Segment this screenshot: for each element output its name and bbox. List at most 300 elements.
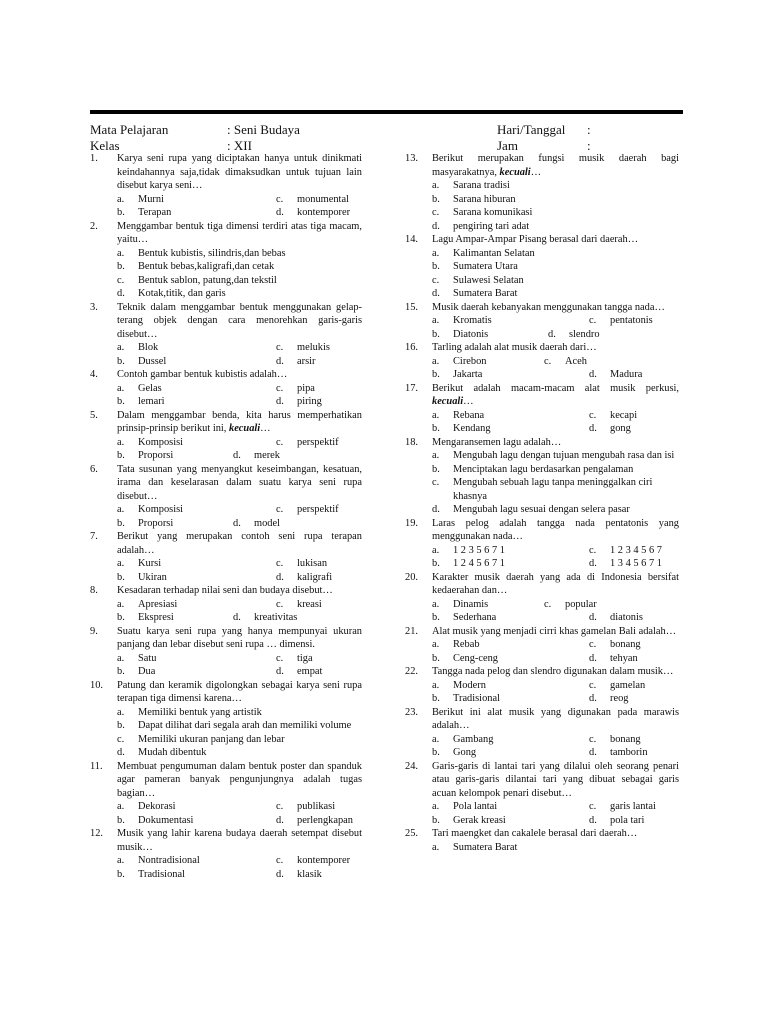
option-letter: c. [276, 801, 284, 812]
question-text: Tata susunan yang menyangkut keseimbangan, kesatuan, irama dan keselarasan dalam suatu karya seni rupa disebut… [117, 463, 362, 502]
option-letter: a. [117, 342, 125, 353]
question-text: Suatu karya seni rupa yang hanya mempunyai ukuran panjang dan lebar disebut seni rupa … dimensi. [117, 625, 362, 650]
option-letter: a. [117, 855, 125, 866]
option-letter: d. [276, 814, 284, 826]
option-row [405, 206, 679, 220]
option-row [90, 355, 362, 369]
option-text: popular [565, 598, 597, 610]
question-23 [405, 706, 679, 760]
questions-left-column [90, 152, 362, 881]
option-row [405, 503, 679, 517]
option-letter: d. [276, 355, 284, 367]
option-text: Jakarta [453, 369, 483, 380]
question-emphasis: kecuali [229, 423, 261, 434]
option-letter: b. [117, 571, 125, 583]
option-row [90, 571, 362, 585]
option-text: gong [610, 423, 631, 434]
option-letter: b. [432, 463, 440, 475]
option-row [90, 436, 362, 450]
option-text: Mengubah lagu sesuai dengan selera pasar [453, 504, 630, 515]
question-number: 6. [90, 463, 98, 475]
option-row [90, 287, 362, 301]
option-text: Terapan [138, 207, 172, 218]
option-row [90, 247, 362, 261]
option-row [90, 503, 362, 517]
option-text: monumental [297, 193, 349, 205]
option-row [405, 449, 679, 463]
option-text: Gelas [138, 382, 162, 394]
question-number: 17. [405, 382, 418, 394]
option-letter: c. [276, 652, 284, 664]
option-letter: a. [117, 193, 125, 205]
question-text: Menggambar bentuk tiga dimensi terdiri atas tiga macam, yaitu… [117, 220, 362, 245]
question-18 [405, 436, 679, 517]
option-text: pentatonis [610, 315, 653, 326]
question-number: 1. [90, 153, 98, 164]
option-row [405, 368, 679, 382]
option-letter: b. [432, 193, 440, 205]
option-text: Sulawesi Selatan [453, 274, 524, 286]
option-text: empat [297, 666, 323, 677]
question-number: 21. [405, 625, 418, 637]
question-number: 18. [405, 436, 418, 448]
option-letter: c. [544, 598, 552, 610]
question-14 [405, 233, 679, 301]
option-letter: c. [432, 274, 440, 286]
option-row [90, 706, 362, 720]
option-letter: c. [117, 274, 125, 286]
option-letter: a. [432, 841, 440, 853]
question-20 [405, 571, 679, 625]
option-text: Diatonis [453, 328, 489, 340]
option-letter: c. [432, 477, 440, 488]
option-row [405, 557, 679, 571]
option-text: tamborin [610, 747, 648, 758]
option-text: Memiliki ukuran panjang dan lebar [138, 733, 285, 745]
question-number: 24. [405, 760, 418, 772]
option-text: Mengubah lagu dengan tujuan mengubah rasa dan isi [453, 450, 675, 461]
option-letter: c. [276, 436, 284, 448]
option-text: Ekspresi [138, 612, 174, 623]
option-text: Ukiran [138, 571, 167, 583]
option-row [405, 179, 679, 193]
option-row [405, 287, 679, 301]
option-row [405, 746, 679, 760]
question-text: Garis-garis di lantai tari yang dilalui oleh seorang penari atau garis-garis dilantai tari yang dibuat sebagai garis acuan kelompok penari disebut… [432, 760, 679, 799]
option-letter: c. [117, 733, 125, 745]
question-number: 23. [405, 706, 418, 718]
question-tail: … [463, 396, 474, 407]
option-row [405, 422, 679, 436]
option-text: Gong [453, 747, 477, 758]
question-text: Dalam menggambar benda, kita harus memperhatikan prinsip-prinsip berikut ini, [117, 409, 362, 434]
option-row [405, 814, 679, 828]
option-letter: a. [432, 639, 440, 650]
option-letter: a. [432, 801, 440, 812]
question-number: 10. [90, 679, 103, 691]
question-text: Karakter musik daerah yang ada di Indonesia bersifat kedaerahan dan… [432, 571, 679, 596]
option-letter: d. [589, 652, 597, 664]
option-letter: b. [117, 450, 125, 461]
option-letter: c. [276, 558, 284, 569]
option-text: Proporsi [138, 450, 174, 461]
option-text: 1 2 3 4 5 6 7 [610, 544, 662, 556]
option-row [90, 611, 362, 625]
option-text: Blok [138, 342, 159, 353]
question-text: Membuat pengumuman dalam bentuk poster dan spanduk agar pameran banyak pengunjungnya adalah tugas bagian… [117, 760, 362, 799]
question-text: Musik daerah kebanyakan menggunakan tangga nada… [432, 301, 665, 313]
option-letter: c. [589, 679, 597, 691]
option-letter: a. [117, 382, 125, 394]
time-label: Jam [497, 138, 518, 153]
option-text: Dekorasi [138, 801, 176, 812]
option-letter: b. [432, 558, 440, 569]
option-text: pipa [297, 382, 315, 394]
option-letter: a. [432, 180, 440, 191]
option-text: Satu [138, 652, 157, 664]
question-7 [90, 530, 362, 584]
option-row [405, 193, 679, 207]
option-letter: b. [117, 868, 125, 880]
option-row [90, 382, 362, 396]
question-text: Tarling adalah alat musik daerah dari… [432, 342, 597, 353]
option-text: pengiring tari adat [453, 220, 530, 232]
option-letter: d. [117, 288, 125, 299]
question-text: Laras pelog adalah tangga nada pentatonis yang menggunakan nada… [432, 517, 679, 542]
option-letter: d. [589, 747, 597, 758]
option-row [90, 274, 362, 288]
option-letter: a. [117, 801, 125, 812]
option-text: kreasi [297, 598, 322, 610]
question-text: Mengaransemen lagu adalah… [432, 436, 562, 448]
option-letter: a. [117, 706, 125, 718]
option-text: pola tari [610, 814, 645, 826]
option-letter: b. [117, 666, 125, 677]
option-row [90, 517, 362, 531]
option-letter: a. [432, 315, 440, 326]
question-text: Kesadaran terhadap nilai seni dan budaya disebut… [117, 585, 333, 596]
option-letter: b. [432, 612, 440, 623]
option-row [405, 679, 679, 693]
option-text: perlengkapan [297, 814, 353, 826]
option-text: publikasi [297, 801, 336, 812]
time-value: : [587, 138, 591, 153]
question-text: Musik yang lahir karena budaya daerah setempat disebut musik… [117, 828, 362, 853]
option-text: Dinamis [453, 598, 489, 610]
question-text: Berikut adalah macam-macam alat musik perkusi, [432, 382, 679, 394]
option-text: Mengubah sebuah lagu tanpa meninggalkan ciri khasnya [453, 477, 653, 502]
question-text: Tari maengket dan cakalele berasal dari daerah… [432, 828, 638, 839]
question-number: 22. [405, 666, 418, 677]
option-text: Dokumentasi [138, 814, 194, 826]
question-text: Berikut merupakan fungsi musik daerah bagi masyarakatnya, [432, 153, 679, 178]
date-label: Hari/Tanggal [497, 122, 566, 137]
question-tail: … [260, 423, 271, 434]
option-row [405, 220, 679, 234]
option-letter: a. [117, 436, 125, 448]
option-text: kaligrafi [297, 571, 333, 583]
question-15 [405, 301, 679, 342]
option-letter: a. [117, 652, 125, 664]
option-text: bonang [610, 639, 641, 650]
option-text: merek [254, 450, 280, 461]
option-text: klasik [297, 868, 322, 880]
option-text: Sederhana [453, 612, 497, 623]
option-text: kecapi [610, 409, 638, 421]
option-text: tiga [297, 652, 313, 664]
option-letter: c. [589, 315, 597, 326]
question-6 [90, 463, 362, 531]
question-number: 7. [90, 531, 98, 542]
option-text: Murni [138, 193, 164, 205]
question-number: 13. [405, 153, 418, 164]
question-text: Contoh gambar bentuk kubistis adalah… [117, 369, 288, 380]
option-text: Sarana tradisi [453, 180, 510, 191]
option-letter: d. [276, 868, 284, 880]
option-text: Menciptakan lagu berdasarkan pengalaman [453, 463, 634, 475]
option-letter: d. [432, 504, 440, 515]
option-row [90, 341, 362, 355]
subject-label: Mata Pelajaran [90, 122, 169, 137]
question-text: Teknik dalam menggambar bentuk menggunakan gelap-terang objek dengan cara menorehkan garis-garis disebut… [117, 301, 362, 340]
question-number: 2. [90, 220, 98, 232]
option-letter: b. [432, 814, 440, 826]
option-row [90, 854, 362, 868]
question-number: 9. [90, 625, 98, 637]
option-letter: b. [117, 517, 125, 529]
option-letter: d. [432, 288, 440, 299]
option-letter: b. [432, 693, 440, 704]
option-letter: b. [117, 720, 125, 731]
option-letter: d. [276, 666, 284, 677]
option-letter: b. [117, 261, 125, 272]
option-row [405, 355, 679, 369]
option-text: Gambang [453, 733, 494, 745]
option-row [90, 746, 362, 760]
option-letter: c. [589, 639, 597, 650]
option-row [405, 733, 679, 747]
option-letter: a. [432, 450, 440, 461]
option-row [405, 476, 679, 503]
option-text: kreativitas [254, 612, 298, 623]
option-letter: c. [432, 207, 440, 218]
option-letter: d. [432, 220, 440, 232]
option-text: gamelan [610, 679, 646, 691]
option-text: 1 3 4 5 6 7 1 [610, 558, 662, 569]
option-letter: a. [432, 355, 440, 367]
option-text: lukisan [297, 558, 328, 569]
option-row [90, 733, 362, 747]
option-row [405, 652, 679, 666]
option-row [90, 395, 362, 409]
option-letter: a. [117, 558, 125, 569]
option-text: Kromatis [453, 315, 492, 326]
option-letter: a. [432, 598, 440, 610]
question-tail: … [530, 166, 542, 178]
option-row [90, 449, 362, 463]
option-row [90, 814, 362, 828]
question-number: 11. [90, 760, 103, 772]
option-text: Pola lantai [453, 801, 498, 812]
option-letter: b. [432, 328, 440, 340]
option-text: Kendang [453, 423, 491, 434]
question-number: 8. [90, 585, 98, 596]
question-1 [90, 152, 362, 220]
option-row [405, 314, 679, 328]
question-text: Berikut yang merupakan contoh seni rupa terapan adalah… [117, 531, 362, 556]
option-row [405, 463, 679, 477]
option-text: tehyan [610, 652, 638, 664]
question-4 [90, 368, 362, 409]
question-25 [405, 827, 679, 854]
option-text: Sumatera Utara [453, 261, 518, 272]
option-letter: b. [117, 207, 125, 218]
option-letter: d. [117, 747, 125, 758]
option-text: lemari [138, 396, 165, 407]
option-text: Mudah dibentuk [138, 747, 207, 758]
option-text: Apresiasi [138, 598, 178, 610]
option-letter: b. [432, 423, 440, 434]
option-text: reog [610, 693, 629, 704]
question-emphasis: kecuali [499, 166, 531, 178]
date-value: : [587, 122, 591, 137]
option-letter: c. [589, 544, 597, 556]
question-12 [90, 827, 362, 881]
option-letter: a. [432, 679, 440, 691]
option-letter: b. [117, 612, 125, 623]
option-text: Dapat dilihat dari segala arah dan memiliki volume [138, 720, 352, 731]
option-row [405, 800, 679, 814]
option-row [405, 692, 679, 706]
option-text: Tradisional [453, 693, 500, 704]
option-text: Gerak kreasi [453, 814, 506, 826]
option-text: Memiliki bentuk yang artistik [138, 706, 262, 718]
question-13 [405, 152, 679, 233]
option-text: Komposisi [138, 504, 184, 515]
question-2 [90, 220, 362, 301]
option-text: Ceng-ceng [453, 652, 499, 664]
option-letter: d. [589, 693, 597, 704]
option-row [405, 247, 679, 261]
option-letter: a. [432, 409, 440, 421]
option-text: Rebab [453, 639, 480, 650]
option-row [90, 868, 362, 882]
option-letter: d. [589, 369, 597, 380]
option-text: 1 2 4 5 6 7 1 [453, 558, 505, 569]
option-letter: a. [432, 544, 440, 556]
option-text: piring [297, 396, 322, 407]
top-rule [90, 110, 683, 114]
option-text: Aceh [565, 355, 587, 367]
question-19 [405, 517, 679, 571]
option-letter: d. [589, 612, 597, 623]
option-text: Proporsi [138, 517, 174, 529]
question-text: Patung dan keramik digolongkan sebagai karya seni rupa terapan tiga dimensi karena… [117, 679, 362, 704]
option-row [405, 328, 679, 342]
question-10 [90, 679, 362, 760]
question-text: Karya seni rupa yang diciptakan hanya untuk dinikmati keindahannya saja,tidak dimaksudkan untuk tujuan lain disebut karya seni… [117, 153, 362, 191]
question-number: 16. [405, 342, 418, 353]
option-letter: b. [432, 261, 440, 272]
option-letter: c. [544, 355, 552, 367]
option-row [90, 260, 362, 274]
option-text: Kotak,titik, dan garis [138, 288, 226, 299]
subject-value: : Seni Budaya [227, 122, 300, 137]
question-9 [90, 625, 362, 679]
question-24 [405, 760, 679, 828]
option-text: Tradisional [138, 868, 185, 880]
option-letter: c. [276, 382, 284, 394]
option-letter: d. [589, 558, 597, 569]
option-text: kontemporer [297, 855, 351, 866]
option-row [405, 274, 679, 288]
option-text: Bentuk sablon, patung,dan tekstil [138, 274, 277, 286]
question-21 [405, 625, 679, 666]
option-letter: d. [276, 571, 284, 583]
question-8 [90, 584, 362, 625]
option-letter: c. [276, 342, 284, 353]
option-text: Sumatera Barat [453, 841, 518, 853]
question-number: 19. [405, 517, 418, 529]
option-text: Kursi [138, 558, 162, 569]
question-text: Tangga nada pelog dan slendro digunakan dalam musik… [432, 666, 674, 677]
option-text: diatonis [610, 612, 643, 623]
question-5 [90, 409, 362, 463]
option-row [90, 598, 362, 612]
question-number: 4. [90, 369, 98, 380]
class-label: Kelas [90, 138, 120, 153]
question-17 [405, 382, 679, 436]
question-22 [405, 665, 679, 706]
option-row [405, 544, 679, 558]
option-text: 1 2 3 5 6 7 1 [453, 544, 505, 556]
option-text: Nontradisional [138, 855, 200, 866]
option-text: Modern [453, 679, 486, 691]
option-row [405, 611, 679, 625]
question-text: Alat musik yang menjadi cirri khas gamelan Bali adalah… [432, 625, 677, 637]
question-text: Lagu Ampar-Ampar Pisang berasal dari daerah… [432, 234, 639, 245]
option-letter: d. [548, 328, 556, 340]
option-row [90, 557, 362, 571]
option-letter: a. [117, 598, 125, 610]
class-value: : XII [227, 138, 252, 153]
header-left [90, 122, 300, 154]
option-letter: b. [432, 747, 440, 758]
option-letter: b. [117, 355, 125, 367]
option-row [405, 409, 679, 423]
option-row [90, 193, 362, 207]
option-letter: d. [233, 517, 241, 529]
option-text: Dua [138, 666, 156, 677]
option-letter: d. [589, 814, 597, 826]
option-row [405, 638, 679, 652]
question-number: 3. [90, 301, 98, 313]
option-text: Sarana komunikasi [453, 207, 533, 218]
option-text: Bentuk bebas,kaligrafi,dan cetak [138, 261, 275, 272]
option-letter: c. [589, 801, 597, 812]
option-text: perspektif [297, 504, 339, 515]
option-letter: b. [432, 369, 440, 380]
option-letter: d. [233, 450, 241, 461]
option-row [90, 665, 362, 679]
question-11 [90, 760, 362, 828]
option-letter: d. [276, 207, 284, 218]
option-row [90, 652, 362, 666]
option-letter: b. [117, 396, 125, 407]
option-letter: d. [233, 612, 241, 623]
option-letter: c. [589, 409, 597, 421]
option-text: Dussel [138, 355, 167, 367]
